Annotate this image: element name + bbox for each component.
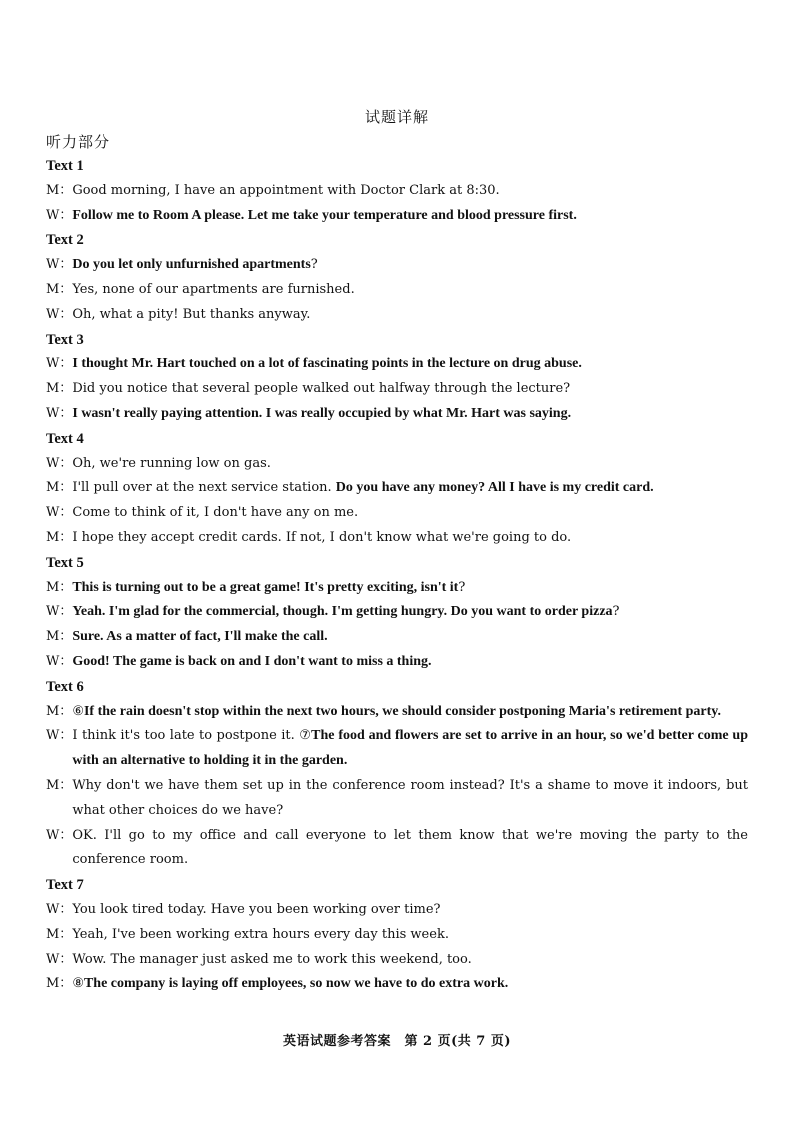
dialogue-text bbox=[72, 179, 748, 204]
dialogue-text bbox=[72, 972, 748, 997]
dialogue-text bbox=[72, 650, 748, 675]
dialogue-segment: I'll pull over at the next service station. bbox=[72, 480, 336, 496]
speaker-label: M： bbox=[46, 777, 73, 793]
dialogue-line bbox=[46, 774, 748, 824]
speaker-label: W： bbox=[46, 604, 73, 620]
dialogue-line bbox=[46, 204, 748, 229]
text-heading: Text 1 bbox=[46, 158, 84, 174]
speaker-label: M： bbox=[46, 976, 73, 992]
dialogue-text bbox=[72, 352, 748, 377]
speaker-label: M： bbox=[46, 182, 73, 198]
dialogue-segment: ? bbox=[612, 604, 620, 620]
dialogue-segment: Oh, we're running low on gas. bbox=[72, 455, 271, 471]
dialogue-line bbox=[46, 179, 748, 204]
dialogue-text bbox=[72, 278, 748, 303]
text-heading: Text 5 bbox=[46, 554, 84, 571]
dialogue-text bbox=[72, 600, 748, 625]
speaker-label: W： bbox=[46, 207, 73, 223]
dialogue-text bbox=[72, 923, 748, 948]
dialogue-line bbox=[46, 948, 748, 973]
speaker-label: W： bbox=[46, 455, 73, 471]
answer-key-text: The food and flowers are set to arrive in an hour, so we'd better come up with an alternative to holding it in the garden. bbox=[72, 728, 748, 769]
answer-key-text: Yeah. I'm glad for the commercial, though. I'm getting hungry. Do you want to order pizza bbox=[72, 604, 613, 620]
dialogue-line bbox=[46, 352, 748, 377]
dialogue-line bbox=[46, 824, 748, 874]
dialogue-segment: Yes, none of our apartments are furnished. bbox=[72, 281, 355, 297]
speaker-label: M： bbox=[46, 926, 73, 942]
answer-key-text: Sure. As a matter of fact, I'll make the call. bbox=[72, 629, 328, 645]
dialogue-line bbox=[46, 600, 748, 625]
speaker-label: M： bbox=[46, 281, 73, 297]
dialogue-line bbox=[46, 923, 748, 948]
dialogue-text bbox=[72, 526, 748, 551]
text-heading: Text 2 bbox=[46, 232, 84, 249]
text-block bbox=[46, 228, 748, 327]
dialogue-line bbox=[46, 278, 748, 303]
dialogue-line bbox=[46, 700, 748, 725]
answer-key-text: Good! The game is back on and I don't want to miss a thing. bbox=[72, 653, 432, 669]
dialogue-segment: ⑥ bbox=[72, 703, 84, 719]
speaker-label: W： bbox=[46, 505, 73, 521]
dialogue-text bbox=[72, 501, 748, 526]
text-heading: Text 3 bbox=[46, 331, 84, 348]
dialogue-segment: Why don't we have them set up in the conference room instead? It's a shame to move it indoors, but what other choices do we have? bbox=[72, 777, 748, 818]
speaker-label: W： bbox=[46, 728, 73, 744]
text-block bbox=[46, 328, 748, 427]
dialogue-line bbox=[46, 253, 748, 278]
speaker-label: M： bbox=[46, 629, 73, 645]
answer-key-text: The company is laying off employees, so now we have to do extra work. bbox=[83, 976, 509, 992]
dialogue-segment: ? bbox=[458, 579, 466, 595]
dialogue-line bbox=[46, 526, 748, 551]
speaker-label: W： bbox=[46, 356, 73, 372]
speaker-label: W： bbox=[46, 306, 73, 322]
dialogue-line bbox=[46, 476, 748, 501]
dialogue-text bbox=[72, 700, 748, 725]
text-block bbox=[46, 551, 748, 675]
text-heading: Text 7 bbox=[46, 877, 84, 894]
speaker-label: M： bbox=[46, 703, 73, 719]
answer-key-text: If the rain doesn't stop within the next two hours, we should consider postponing Maria's retirement party. bbox=[83, 703, 722, 719]
answer-key-text: I wasn't really paying attention. I was really occupied by what Mr. Hart was saying. bbox=[72, 405, 572, 421]
dialogue-segment: Yeah, I've been working extra hours every day this week. bbox=[72, 926, 449, 942]
speaker-label: W： bbox=[46, 827, 73, 843]
answer-key-text: Do you have any money? All I have is my credit card. bbox=[335, 480, 654, 496]
dialogue-segment: Oh, what a pity! But thanks anyway. bbox=[72, 306, 311, 322]
answer-key-text: This is turning out to be a great game! It's pretty exciting, isn't it bbox=[72, 579, 459, 595]
dialogue-text bbox=[72, 377, 748, 402]
text-block bbox=[46, 675, 748, 873]
speaker-label: W： bbox=[46, 951, 73, 967]
dialogue-segment: I hope they accept credit cards. If not, I don't know what we're going to do. bbox=[72, 529, 572, 545]
answer-key-text: I thought Mr. Hart touched on a lot of fascinating points in the lecture on drug abuse. bbox=[72, 356, 582, 372]
dialogue-segment: You look tired today. Have you been working over time? bbox=[72, 901, 441, 917]
dialogue-text bbox=[72, 724, 748, 774]
dialogue-text bbox=[72, 204, 748, 229]
dialogue-segment: Good morning, I have an appointment with Doctor Clark at 8:30. bbox=[72, 182, 500, 198]
dialogue-line bbox=[46, 972, 748, 997]
dialogue-segment: ? bbox=[310, 257, 318, 273]
dialogue-line bbox=[46, 724, 748, 774]
speaker-label: M： bbox=[46, 579, 73, 595]
text-block bbox=[46, 873, 748, 997]
speaker-label: M： bbox=[46, 381, 73, 397]
dialogue-text bbox=[72, 898, 748, 923]
answer-key-text: Follow me to Room A please. Let me take your temperature and blood pressure first. bbox=[72, 207, 577, 223]
dialogue-segment: I think it's too late to postpone it. ⑦ bbox=[72, 728, 312, 744]
dialogue-line bbox=[46, 625, 748, 650]
dialogue-segment: OK. I'll go to my office and call everyone to let them know that we're moving the party to the conference room. bbox=[72, 827, 748, 868]
dialogue-text bbox=[72, 253, 748, 278]
speaker-label: W： bbox=[46, 901, 73, 917]
text-heading: Text 4 bbox=[46, 430, 84, 447]
dialogue-line bbox=[46, 402, 748, 427]
dialogue-text bbox=[72, 476, 748, 501]
speaker-label: W： bbox=[46, 257, 73, 273]
dialogue-line bbox=[46, 303, 748, 328]
dialogue-text bbox=[72, 576, 748, 601]
dialogue-line bbox=[46, 452, 748, 477]
speaker-label: W： bbox=[46, 405, 73, 421]
answer-key-text: Do you let only unfurnished apartments bbox=[72, 257, 311, 273]
dialogue-line bbox=[46, 501, 748, 526]
speaker-label: M： bbox=[46, 480, 73, 496]
section-title: 听力部分 bbox=[46, 133, 111, 151]
dialogue-line bbox=[46, 576, 748, 601]
dialogue-segment: ⑧ bbox=[72, 976, 84, 992]
dialogue-line bbox=[46, 377, 748, 402]
dialogue-text bbox=[72, 774, 748, 824]
page-footer: 英语试题参考答案 第 2 页(共 7 页) bbox=[283, 1034, 511, 1049]
dialogue-text bbox=[72, 303, 748, 328]
dialogue-line bbox=[46, 898, 748, 923]
dialogue-segment: Come to think of it, I don't have any on me. bbox=[72, 505, 359, 521]
speaker-label: M： bbox=[46, 529, 73, 545]
dialogue-text bbox=[72, 452, 748, 477]
text-block bbox=[46, 154, 748, 228]
speaker-label: W： bbox=[46, 653, 73, 669]
dialogue-segment: Did you notice that several people walked out halfway through the lecture? bbox=[72, 381, 571, 397]
text-block bbox=[46, 427, 748, 551]
dialogue-line bbox=[46, 650, 748, 675]
listening-transcripts bbox=[46, 154, 748, 997]
dialogue-text bbox=[72, 625, 748, 650]
dialogue-text bbox=[72, 402, 748, 427]
text-heading: Text 6 bbox=[46, 678, 84, 695]
dialogue-text bbox=[72, 824, 748, 874]
dialogue-segment: Wow. The manager just asked me to work this weekend, too. bbox=[72, 951, 472, 967]
dialogue-text bbox=[72, 948, 748, 973]
page-title: 试题详解 bbox=[364, 108, 429, 126]
